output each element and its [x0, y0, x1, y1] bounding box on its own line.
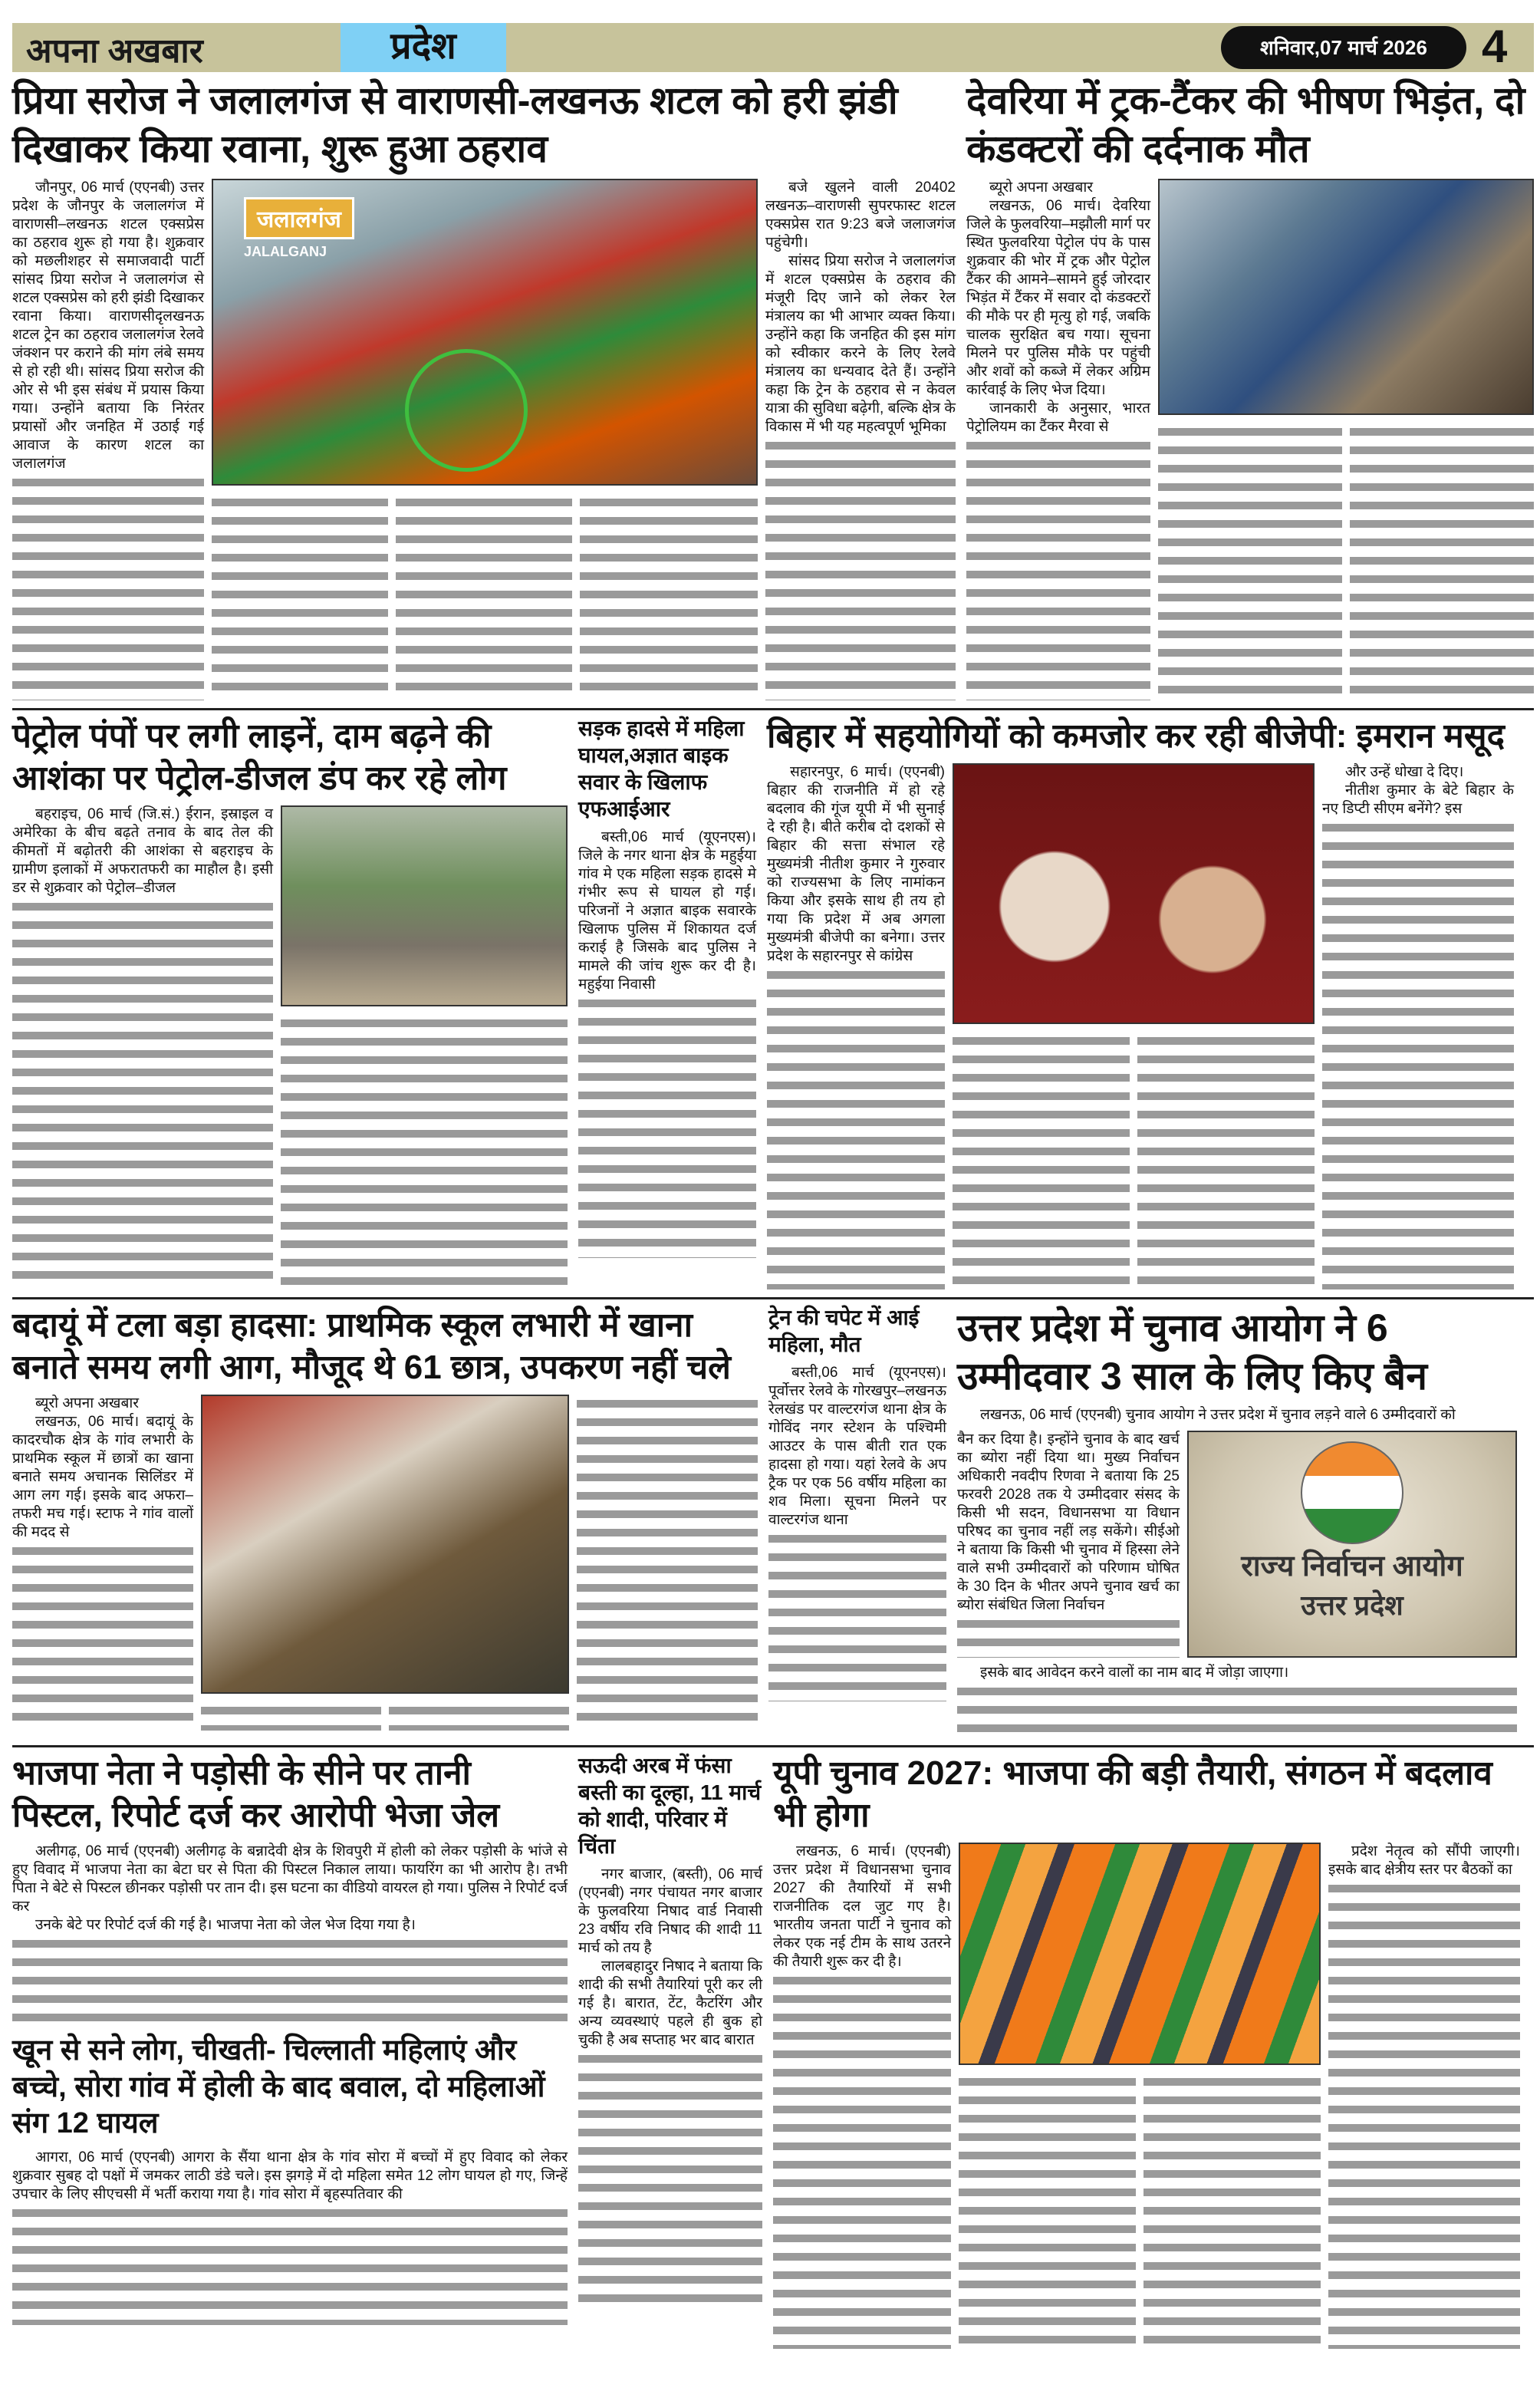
article-train-col: बस्ती,06 मार्च (यूएनएस)। पूर्वोत्तर रेलवे के गोरखपुर–लखनऊ रेलखंड पर वाल्टरगंज थाना क्षेत्र के गोविंद नगर स्टेशन के पश्चिमी आउटर के पास बीती रात एक हादसा हो गया। यहां रेलवे के अप ट्रैक पर एक 56 वर्षीय महिला का शव मिला। सूचना मिलने पर वाल्टरगंज थाना: [768, 1364, 946, 1701]
headline-bjp-neta: भाजपा नेता ने पड़ोसी के सीने पर तानी पिस्टल, रिपोर्ट दर्ज कर आरोपी भेजा जेल: [12, 1754, 500, 1834]
article-bihar-col1: सहारनपुर, 6 मार्च। (एएनबी) बिहार की राजनीति में हो रहे बदलाव की गूंज यूपी में भी सुनाई दे रही है। बीते करीब दो दशकों से बिहार की सत्ता संभाल रहे मुख्यमंत्री नीतीश कुमार ने गुरुवार को राज्यसभा के लिए नामांकन किया और इसके साथ ही तय हो गया कि प्रदेश में अब अगला मुख्यमंत्री बीजेपी का बनेगा। उत्तर प्रदेश के सहारनपुर से कांग्रेस: [767, 763, 945, 1289]
article-train: [768, 1304, 946, 1701]
article-up2027: [773, 1752, 1525, 2349]
article-saudi-col: नगर बाजार, (बस्ती), 06 मार्च (एएनबी) नगर पंचायत नगर बाजार के फुलवरिया निषाद वार्ड निवासी 23 वर्षीय रवि निषाद की शादी 11 मार्च को तय है लालबहादुर निषाद ने बताया कि शादी की सभी तैयारियां पूरी कर ली गई है। बारात, टेंट, कैटरिंग और अन्य व्यवस्थाएं पहले ही बुक हो चुकी है अब सप्ताह भर बाद बारात: [578, 1866, 762, 2310]
article-priya-col4: [580, 493, 758, 691]
headline-khoon: खून से सने लोग, चीखती- चिल्लाती महिलाएं और बच्चे, सोरा गांव में होली के बाद बवाल, दो महिलाओं संग 12 घायल: [12, 2034, 545, 2139]
headline-sadak: सड़क हादसे में महिला घायल,अज्ञात बाइक सवार के खिलाफ एफआईआर: [578, 716, 745, 821]
article-priya-col1: जौनपुर, 06 मार्च (एएनबी) उत्तर प्रदेश के जौनपुर के जलालगंज में वाराणसी–लखनऊ शटल एक्सप्रेस का ठहराव शुरू हो गया है। शुक्रवार को मछलीशहर से समाजवादी पार्टी सांसद प्रिया सरोज ने जलालगंज से शटल एक्सप्रेस को हरी झंडी दिखाकर रवाना किया। वाराणसीदृलखनऊ शटल ट्रेन का ठहराव जलालगंज रेलवे जंक्शन पर कराने की मांग लंबे समय से हो रही थी। सांसद प्रिया सरोज की ओर से भी इस संबंध में प्रयास किया गया। उन्होंने बताया कि निरंतर प्रयासों और जनहित में उठाई गई आवाज के कारण शटल का जलालगंज: [12, 179, 204, 700]
article-saudi: [578, 1752, 762, 2310]
station-sign-board: [244, 197, 354, 260]
station-sign-en: JALALGANJ: [244, 244, 327, 259]
row-1: [12, 72, 1534, 710]
row-4: [12, 1747, 1534, 2357]
photo-truck-tanker-crash: [1158, 179, 1534, 415]
article-petrol-col2: [281, 1014, 568, 1289]
article-sadak: [578, 715, 756, 1258]
row-2: [12, 710, 1534, 1299]
newspaper-page: [12, 23, 1534, 2357]
sign-commission-name: राज्य निर्वाचन आयोग: [1241, 1550, 1463, 1583]
article-bjp-neta-text: अलीगढ़, 06 मार्च (एएनबी) अलीगढ़ के बन्नादेवी क्षेत्र के शिवपुरी में होली को लेकर पड़ोसी के भांजे से हुए विवाद में भाजपा नेता का बेटा घर से पिता की पिस्टल निकाल लाया। फायरिंग का भी आरोप है। तभी पिता ने बेटे से पिस्टल छीनकर पड़ोसी पर तान दी। इस घटना का वीडियो वायरल हो गया। पुलिस ने रिपोर्ट दर्ज कर उनके बेटे पर रिपोर्ट दर्ज की गई है। भाजपा नेता को जेल भेज दिया गया है।: [12, 1843, 568, 2027]
photo-priya-flagoff: [212, 179, 758, 486]
headline-chunav: उत्तर प्रदेश में चुनाव आयोग ने 6 उम्मीदवार 3 साल के लिए किए बैन: [957, 1306, 1427, 1398]
article-priya: [12, 77, 956, 700]
article-deoria-col3: [1350, 423, 1534, 700]
highlight-circle: [405, 349, 528, 472]
station-sign: जलालगंज: [244, 197, 354, 239]
article-chunav-col1: बैन कर दिया है। इन्होंने चुनाव के बाद खर्च का ब्योरा नहीं दिया था। मुख्य निर्वाचन अधिकारी नवदीप रिणवा ने बताया कि 25 फरवरी 2028 तक ये उम्मीदवार संसद के किसी भी सदन, विधानसभा या विधान परिषद का चुनाव नहीं लड़ सकेंगे। सीईओ ने बताया कि किसी भी चुनाव में हिस्सा लेने वाले सभी उम्मीदवारों को परिणाम घोषित के 30 दिन के भीतर अपने चुनाव खर्च का ब्योरा संबंधित जिला निर्वाचन: [957, 1431, 1180, 1658]
article-deoria-col2: [1158, 423, 1342, 700]
article-bihar: [767, 715, 1519, 1289]
headline-bihar: बिहार में सहयोगियों को कमजोर कर रही बीजेपी: इमरान मसूद: [767, 717, 1505, 755]
photo-nitish-imran: [953, 763, 1315, 1024]
article-sadak-col: बस्ती,06 मार्च (यूएनएस)। जिले के नगर थाना क्षेत्र के महुईया गांव मे एक महिला सड़क हादसे मे गंभीर रूप से घायल हो गई। परिजनों ने अज्ञात बाइक सवारके खिलाफ पुलिस में शिकायत दर्ज कराई है जिसके बाद पुलिस ने मामले की जांच शुरू कर दी है। महुईया निवासी: [578, 828, 756, 1258]
article-bihar-col3: [1137, 1032, 1315, 1289]
masthead-band: [12, 23, 1534, 72]
article-up2027-col2: [959, 2073, 1136, 2349]
article-priya-col2: [212, 493, 388, 691]
article-badaun: [12, 1304, 758, 1731]
photo-election-commission: [1187, 1431, 1517, 1658]
headline-badaun: बदायूं में टला बड़ा हादसा: प्राथमिक स्कूल लभारी में खाना बनाते समय लगी आग, मौजूद थे 61 छात्र, उपकरण नहीं चले: [12, 1306, 731, 1386]
headline-train: ट्रेन की चपेट में आई महिला, मौत: [768, 1306, 920, 1356]
article-chunav-intro: लखनऊ, 06 मार्च (एएनबी) चुनाव आयोग ने उत्तर प्रदेश में चुनाव लड़ने वाले 6 उम्मीदवारों को: [957, 1406, 1517, 1424]
section-label: प्रदेश: [341, 23, 506, 72]
article-up2027-col4: प्रदेश नेतृत्व को सौंपी जाएगी। इसके बाद क्षेत्रीय स्तर पर बैठकों का: [1328, 1843, 1520, 2349]
newspaper-brand: अपना अखबार: [26, 32, 203, 70]
article-khoon-text: आगरा, 06 मार्च (एएनबी) आगरा के सैंया थाना क्षेत्र के गांव सोरा में बच्चों में हुए विवाद को लेकर शुक्रवार सुबह दो पक्षों में जमकर लाठी डंडे चले। इस झगड़े में दो महिला समेत 12 लोग घायल हो गए, जिन्हें उपचार के लिए सीएचसी में भर्ती कराया गया है। गांव सोरा में बृहस्पतिवार की: [12, 2149, 568, 2325]
page-number: 4: [1482, 21, 1508, 72]
article-priya-col3: [396, 493, 572, 691]
article-petrol: [12, 715, 568, 1289]
article-chunav-col2: इसके बाद आवेदन करने वालों का नाम बाद में जोड़ा जाएगा।: [957, 1664, 1517, 1737]
commission-seal: [1301, 1441, 1403, 1544]
photo-petrol-queue: [281, 805, 568, 1006]
article-badaun-col1: ब्यूरो अपना अखबार लखनऊ, 06 मार्च। बदायूं के कादरचौक क्षेत्र के गांव लभारी के प्राथमिक स्कूल में छात्रों का खाना बनाते समय अचानक सिलिंडर में आग लग गई। इसके बाद अफरा–तफरी मच गई। स्टाफ ने गांव वालों की मदद से: [12, 1395, 193, 1729]
sign-state-name: उत्तर प्रदेश: [1301, 1589, 1403, 1621]
headline-priya: प्रिया सरोज ने जलालगंज से वाराणसी-लखनऊ शटल को हरी झंडी दिखाकर किया रवाना, शुरू हुआ ठहराव: [12, 79, 898, 170]
headline-deoria: देवरिया में ट्रक-टैंकर की भीषण भिड़ंत, दो कंडक्टरों की दर्दनाक मौत: [966, 79, 1525, 170]
headline-saudi: सऊदी अरब में फंसा बस्ती का दूल्हा, 11 मार्च को शादी, परिवार में चिंता: [578, 1754, 762, 1858]
photo-school-fire: [201, 1395, 569, 1694]
article-badaun-col4: [577, 1395, 758, 1729]
article-deoria-col1: ब्यूरो अपना अखबार लखनऊ, 06 मार्च। देवरिया जिले के फुलवरिया–मझौली मार्ग पर स्थित फुलवरिया पेट्रोल पंप के पास शुक्रवार की भोर में ट्रक और पेट्रोल टैंकर की आमने–सामने हुई जोरदार भिड़ंत में टैंकर में सवार दो कंडक्टरों की मौके पर ही मृत्यु हो गई, जबकि चालक सुरक्षित बच गया। सूचना मिलने पर पुलिस मौके पर पहुंची और शवों को कब्जे में लेकर अग्रिम कार्रवाई के लिए भेज दिया। जानकारी के अनुसार, भारत पेट्रोलियम का टैंकर मैरवा से: [966, 179, 1150, 700]
article-bihar-col4: और उन्हें धोखा दे दिए। नीतीश कुमार के बेटे बिहार के नए डिप्टी सीएम बनेंगे? इस: [1322, 763, 1514, 1289]
issue-date: शनिवार,07 मार्च 2026: [1221, 26, 1466, 69]
article-chunav: [957, 1304, 1517, 1737]
article-bihar-col2: [953, 1032, 1130, 1289]
headline-petrol: पेट्रोल पंपों पर लगी लाइनें, दाम बढ़ने की आशंका पर पेट्रोल-डीजल डंप कर रहे लोग: [12, 717, 507, 797]
article-badaun-col3: [389, 1701, 569, 1731]
article-up2027-col3: [1143, 2073, 1321, 2349]
article-priya-col5: बजे खुलने वाली 20402 लखनऊ–वाराणसी सुपरफास्ट शटल एक्सप्रेस रात 9:23 बजे जलाजगंज पहुंचेगी। सांसद प्रिया सरोज ने जलालगंज में शटल एक्सप्रेस के ठहराव की मंजूरी दिए जाने को लेकर रेल मंत्रालय का भी आभार व्यक्त किया। उन्होंने कहा कि जनहित की इस मांग को स्वीकार करने के लिए रेलवे मंत्रालय का धन्यवाद देते हैं। उन्होंने कहा कि ट्रेन के ठहराव से न केवल यात्रा की सुविधा बढ़ेगी, बल्कि क्षेत्र के विकास में भी यह महत्वपूर्ण भूमिका: [765, 179, 956, 700]
photo-bjp-flags: [959, 1843, 1321, 2065]
article-bjp-neta: [12, 1752, 568, 2325]
article-badaun-col2: [201, 1701, 381, 1731]
article-deoria: [966, 77, 1534, 700]
row-3: [12, 1299, 1534, 1747]
article-petrol-col1: बहराइच, 06 मार्च (जि.सं.) ईरान, इस्राइल व अमेरिका के बीच बढ़ते तनाव के बाद तेल की कीमतों में बढ़ोतरी की आशंका से बहराइच के ग्रामीण इलाकों में अफरातफरी का माहौल है। इसी डर से शुक्रवार को पेट्रोल–डीजल: [12, 805, 273, 1289]
headline-up2027: यूपी चुनाव 2027: भाजपा की बड़ी तैयारी, संगठन में बदलाव भी होगा: [773, 1754, 1492, 1834]
article-up2027-col1: लखनऊ, 6 मार्च। (एएनबी) उत्तर प्रदेश में विधानसभा चुनाव 2027 की तैयारियों में सभी राजनीतिक दल जुट गए है। भारतीय जनता पार्टी ने चुनाव को लेकर एक नई टीम के साथ उतरने की तैयारी शुरू कर दी है।: [773, 1843, 951, 2349]
